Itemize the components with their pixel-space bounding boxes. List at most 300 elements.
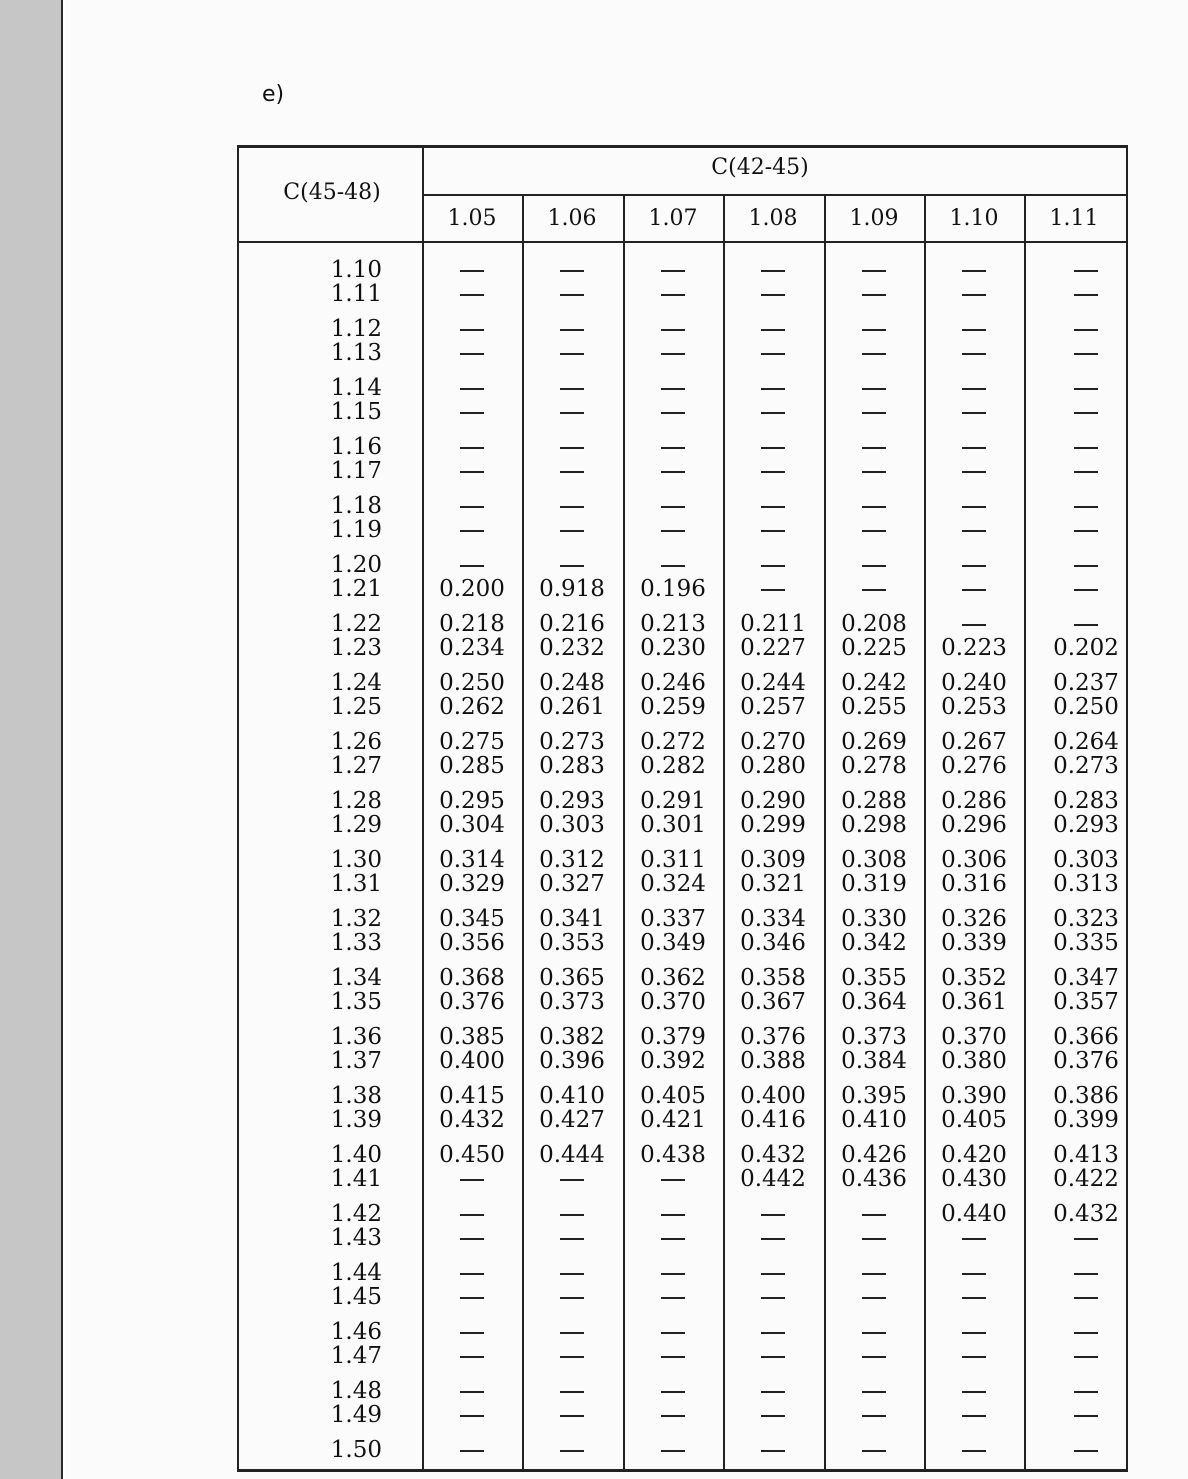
empty-cell-dash	[962, 589, 986, 591]
value-cell: 0.273	[1053, 753, 1119, 779]
value-cell: 0.370	[640, 989, 706, 1015]
empty-cell-dash	[761, 1332, 785, 1334]
value-cell: 0.330	[841, 906, 907, 932]
value-cell: 0.276	[941, 753, 1007, 779]
empty-cell-dash	[761, 1214, 785, 1216]
empty-cell-dash	[962, 412, 986, 414]
empty-cell-dash	[460, 506, 484, 508]
empty-cell-dash	[862, 353, 886, 355]
empty-cell-dash	[661, 1273, 685, 1275]
row-label: 1.25	[330, 694, 382, 720]
empty-cell-dash	[460, 565, 484, 567]
value-cell: 0.295	[439, 788, 505, 814]
value-cell: 0.416	[740, 1107, 806, 1133]
empty-cell-dash	[761, 1297, 785, 1299]
row-label: 1.48	[330, 1378, 382, 1404]
empty-cell-dash	[661, 329, 685, 331]
value-cell: 0.365	[539, 965, 605, 991]
empty-cell-dash	[962, 353, 986, 355]
empty-cell-dash	[1074, 1297, 1098, 1299]
value-cell: 0.341	[539, 906, 605, 932]
value-cell: 0.290	[740, 788, 806, 814]
value-cell: 0.264	[1053, 729, 1119, 755]
value-cell: 0.436	[841, 1166, 907, 1192]
value-cell: 0.267	[941, 729, 1007, 755]
empty-cell-dash	[862, 1356, 886, 1358]
value-cell: 0.285	[439, 753, 505, 779]
empty-cell-dash	[661, 506, 685, 508]
row-label: 1.43	[330, 1225, 382, 1251]
empty-cell-dash	[962, 1238, 986, 1240]
value-cell: 0.326	[941, 906, 1007, 932]
empty-cell-dash	[460, 1273, 484, 1275]
empty-cell-dash	[1074, 447, 1098, 449]
row-label: 1.16	[330, 434, 382, 460]
row-label: 1.50	[330, 1437, 382, 1463]
empty-cell-dash	[862, 1238, 886, 1240]
value-cell: 0.286	[941, 788, 1007, 814]
empty-cell-dash	[560, 1450, 584, 1452]
value-cell: 0.347	[1053, 965, 1119, 991]
empty-cell-dash	[862, 329, 886, 331]
empty-cell-dash	[560, 506, 584, 508]
empty-cell-dash	[460, 1179, 484, 1181]
empty-cell-dash	[862, 1332, 886, 1334]
empty-cell-dash	[460, 294, 484, 296]
value-cell: 0.323	[1053, 906, 1119, 932]
empty-cell-dash	[1074, 1391, 1098, 1393]
column-group-header: C(42-45)	[711, 155, 809, 180]
value-cell: 0.366	[1053, 1024, 1119, 1050]
empty-cell-dash	[761, 1356, 785, 1358]
column-header: 1.05	[447, 206, 497, 231]
empty-cell-dash	[460, 412, 484, 414]
value-cell: 0.427	[539, 1107, 605, 1133]
empty-cell-dash	[761, 589, 785, 591]
value-cell: 0.282	[640, 753, 706, 779]
value-cell: 0.368	[439, 965, 505, 991]
empty-cell-dash	[661, 1238, 685, 1240]
row-label: 1.15	[330, 399, 382, 425]
value-cell: 0.273	[539, 729, 605, 755]
row-axis-header: C(45-48)	[283, 180, 381, 205]
column-divider	[1024, 196, 1026, 1470]
value-cell: 0.395	[841, 1083, 907, 1109]
value-cell: 0.270	[740, 729, 806, 755]
value-cell: 0.319	[841, 871, 907, 897]
empty-cell-dash	[661, 530, 685, 532]
empty-cell-dash	[661, 471, 685, 473]
empty-cell-dash	[1074, 329, 1098, 331]
empty-cell-dash	[460, 530, 484, 532]
row-label: 1.45	[330, 1284, 382, 1310]
empty-cell-dash	[962, 471, 986, 473]
empty-cell-dash	[962, 506, 986, 508]
empty-cell-dash	[560, 1179, 584, 1181]
empty-cell-dash	[862, 1450, 886, 1452]
empty-cell-dash	[661, 353, 685, 355]
empty-cell-dash	[962, 270, 986, 272]
empty-cell-dash	[761, 1238, 785, 1240]
value-cell: 0.240	[941, 670, 1007, 696]
header-bottom-rule	[239, 241, 1126, 243]
value-cell: 0.349	[640, 930, 706, 956]
value-cell: 0.218	[439, 611, 505, 637]
empty-cell-dash	[1074, 1238, 1098, 1240]
empty-cell-dash	[962, 1297, 986, 1299]
value-cell: 0.376	[439, 989, 505, 1015]
empty-cell-dash	[1074, 270, 1098, 272]
empty-cell-dash	[862, 1391, 886, 1393]
empty-cell-dash	[560, 270, 584, 272]
row-label: 1.40	[330, 1142, 382, 1168]
empty-cell-dash	[1074, 1332, 1098, 1334]
value-cell: 0.230	[640, 635, 706, 661]
row-label: 1.11	[330, 281, 382, 307]
value-cell: 0.316	[941, 871, 1007, 897]
value-cell: 0.400	[439, 1048, 505, 1074]
empty-cell-dash	[761, 506, 785, 508]
empty-cell-dash	[761, 447, 785, 449]
value-cell: 0.376	[740, 1024, 806, 1050]
empty-cell-dash	[862, 294, 886, 296]
value-cell: 0.288	[841, 788, 907, 814]
value-cell: 0.918	[539, 576, 605, 602]
empty-cell-dash	[1074, 353, 1098, 355]
empty-cell-dash	[460, 1391, 484, 1393]
value-cell: 0.211	[740, 611, 806, 637]
empty-cell-dash	[862, 471, 886, 473]
row-label: 1.30	[330, 847, 382, 873]
empty-cell-dash	[862, 506, 886, 508]
value-cell: 0.342	[841, 930, 907, 956]
value-cell: 0.227	[740, 635, 806, 661]
empty-cell-dash	[962, 1273, 986, 1275]
empty-cell-dash	[962, 1332, 986, 1334]
empty-cell-dash	[560, 1332, 584, 1334]
value-cell: 0.272	[640, 729, 706, 755]
row-label: 1.22	[330, 611, 382, 637]
row-label: 1.36	[330, 1024, 382, 1050]
row-label: 1.39	[330, 1107, 382, 1133]
value-cell: 0.280	[740, 753, 806, 779]
empty-cell-dash	[560, 388, 584, 390]
value-cell: 0.301	[640, 812, 706, 838]
value-cell: 0.306	[941, 847, 1007, 873]
value-cell: 0.304	[439, 812, 505, 838]
row-label: 1.27	[330, 753, 382, 779]
row-label: 1.13	[330, 340, 382, 366]
value-cell: 0.364	[841, 989, 907, 1015]
value-cell: 0.202	[1053, 635, 1119, 661]
value-cell: 0.339	[941, 930, 1007, 956]
value-cell: 0.370	[941, 1024, 1007, 1050]
value-cell: 0.275	[439, 729, 505, 755]
row-label: 1.29	[330, 812, 382, 838]
value-cell: 0.321	[740, 871, 806, 897]
empty-cell-dash	[862, 270, 886, 272]
empty-cell-dash	[560, 471, 584, 473]
empty-cell-dash	[661, 1214, 685, 1216]
empty-cell-dash	[661, 294, 685, 296]
empty-cell-dash	[1074, 294, 1098, 296]
row-label: 1.26	[330, 729, 382, 755]
row-label: 1.34	[330, 965, 382, 991]
side-strip	[0, 0, 63, 1479]
value-cell: 0.283	[539, 753, 605, 779]
row-label: 1.18	[330, 493, 382, 519]
empty-cell-dash	[761, 270, 785, 272]
value-cell: 0.410	[841, 1107, 907, 1133]
row-label: 1.44	[330, 1260, 382, 1286]
value-cell: 0.444	[539, 1142, 605, 1168]
value-cell: 0.223	[941, 635, 1007, 661]
empty-cell-dash	[560, 530, 584, 532]
empty-cell-dash	[560, 353, 584, 355]
value-cell: 0.237	[1053, 670, 1119, 696]
value-cell: 0.386	[1053, 1083, 1119, 1109]
empty-cell-dash	[460, 1415, 484, 1417]
value-cell: 0.291	[640, 788, 706, 814]
value-cell: 0.255	[841, 694, 907, 720]
row-label: 1.32	[330, 906, 382, 932]
value-cell: 0.422	[1053, 1166, 1119, 1192]
empty-cell-dash	[460, 1332, 484, 1334]
value-cell: 0.405	[941, 1107, 1007, 1133]
value-cell: 0.299	[740, 812, 806, 838]
empty-cell-dash	[862, 412, 886, 414]
empty-cell-dash	[1074, 471, 1098, 473]
empty-cell-dash	[1074, 1450, 1098, 1452]
value-cell: 0.313	[1053, 871, 1119, 897]
value-cell: 0.253	[941, 694, 1007, 720]
value-cell: 0.308	[841, 847, 907, 873]
value-cell: 0.329	[439, 871, 505, 897]
empty-cell-dash	[560, 1214, 584, 1216]
value-cell: 0.361	[941, 989, 1007, 1015]
value-cell: 0.250	[439, 670, 505, 696]
value-cell: 0.442	[740, 1166, 806, 1192]
empty-cell-dash	[1074, 530, 1098, 532]
row-label: 1.37	[330, 1048, 382, 1074]
row-label: 1.35	[330, 989, 382, 1015]
empty-cell-dash	[460, 447, 484, 449]
empty-cell-dash	[560, 412, 584, 414]
column-header: 1.08	[748, 206, 798, 231]
value-cell: 0.430	[941, 1166, 1007, 1192]
empty-cell-dash	[962, 1356, 986, 1358]
row-label: 1.17	[330, 458, 382, 484]
column-header: 1.09	[849, 206, 899, 231]
value-cell: 0.312	[539, 847, 605, 873]
row-label: 1.38	[330, 1083, 382, 1109]
row-label: 1.14	[330, 375, 382, 401]
value-cell: 0.311	[640, 847, 706, 873]
value-cell: 0.298	[841, 812, 907, 838]
empty-cell-dash	[560, 294, 584, 296]
value-cell: 0.303	[539, 812, 605, 838]
value-cell: 0.413	[1053, 1142, 1119, 1168]
empty-cell-dash	[962, 1415, 986, 1417]
value-cell: 0.373	[539, 989, 605, 1015]
column-header: 1.11	[1049, 206, 1099, 231]
empty-cell-dash	[460, 1238, 484, 1240]
empty-cell-dash	[761, 329, 785, 331]
value-cell: 0.410	[539, 1083, 605, 1109]
empty-cell-dash	[460, 1297, 484, 1299]
value-cell: 0.358	[740, 965, 806, 991]
empty-cell-dash	[661, 1391, 685, 1393]
empty-cell-dash	[460, 1214, 484, 1216]
value-cell: 0.438	[640, 1142, 706, 1168]
value-cell: 0.324	[640, 871, 706, 897]
empty-cell-dash	[661, 565, 685, 567]
row-label: 1.41	[330, 1166, 382, 1192]
value-cell: 0.367	[740, 989, 806, 1015]
empty-cell-dash	[761, 294, 785, 296]
empty-cell-dash	[560, 565, 584, 567]
empty-cell-dash	[761, 565, 785, 567]
row-label: 1.47	[330, 1343, 382, 1369]
empty-cell-dash	[560, 1415, 584, 1417]
value-cell: 0.432	[439, 1107, 505, 1133]
value-cell: 0.296	[941, 812, 1007, 838]
empty-cell-dash	[962, 329, 986, 331]
value-cell: 0.432	[740, 1142, 806, 1168]
value-cell: 0.283	[1053, 788, 1119, 814]
value-cell: 0.420	[941, 1142, 1007, 1168]
value-cell: 0.337	[640, 906, 706, 932]
empty-cell-dash	[761, 1450, 785, 1452]
empty-cell-dash	[1074, 565, 1098, 567]
empty-cell-dash	[560, 447, 584, 449]
row-label: 1.21	[330, 576, 382, 602]
row-label: 1.10	[330, 257, 382, 283]
empty-cell-dash	[661, 447, 685, 449]
value-cell: 0.262	[439, 694, 505, 720]
value-cell: 0.314	[439, 847, 505, 873]
value-cell: 0.232	[539, 635, 605, 661]
value-cell: 0.390	[941, 1083, 1007, 1109]
empty-cell-dash	[460, 329, 484, 331]
value-cell: 0.384	[841, 1048, 907, 1074]
empty-cell-dash	[460, 1450, 484, 1452]
value-cell: 0.399	[1053, 1107, 1119, 1133]
empty-cell-dash	[460, 471, 484, 473]
empty-cell-dash	[862, 565, 886, 567]
value-cell: 0.225	[841, 635, 907, 661]
value-cell: 0.396	[539, 1048, 605, 1074]
section-label: e)	[262, 82, 285, 107]
empty-cell-dash	[460, 353, 484, 355]
value-cell: 0.376	[1053, 1048, 1119, 1074]
empty-cell-dash	[862, 388, 886, 390]
empty-cell-dash	[962, 565, 986, 567]
value-cell: 0.335	[1053, 930, 1119, 956]
value-cell: 0.261	[539, 694, 605, 720]
value-cell: 0.426	[841, 1142, 907, 1168]
value-cell: 0.248	[539, 670, 605, 696]
empty-cell-dash	[1074, 624, 1098, 626]
row-label: 1.33	[330, 930, 382, 956]
empty-cell-dash	[1074, 589, 1098, 591]
value-cell: 0.250	[1053, 694, 1119, 720]
row-label: 1.19	[330, 517, 382, 543]
value-cell: 0.234	[439, 635, 505, 661]
empty-cell-dash	[661, 1450, 685, 1452]
value-cell: 0.278	[841, 753, 907, 779]
value-cell: 0.379	[640, 1024, 706, 1050]
empty-cell-dash	[761, 1273, 785, 1275]
value-cell: 0.355	[841, 965, 907, 991]
value-cell: 0.244	[740, 670, 806, 696]
empty-cell-dash	[560, 329, 584, 331]
empty-cell-dash	[661, 1332, 685, 1334]
value-cell: 0.385	[439, 1024, 505, 1050]
empty-cell-dash	[661, 1179, 685, 1181]
empty-cell-dash	[962, 294, 986, 296]
empty-cell-dash	[761, 1415, 785, 1417]
empty-cell-dash	[862, 1214, 886, 1216]
empty-cell-dash	[661, 270, 685, 272]
empty-cell-dash	[1074, 1356, 1098, 1358]
empty-cell-dash	[1074, 1273, 1098, 1275]
empty-cell-dash	[862, 1273, 886, 1275]
value-cell: 0.259	[640, 694, 706, 720]
empty-cell-dash	[661, 1356, 685, 1358]
value-cell: 0.388	[740, 1048, 806, 1074]
empty-cell-dash	[1074, 412, 1098, 414]
empty-cell-dash	[962, 530, 986, 532]
value-cell: 0.356	[439, 930, 505, 956]
value-cell: 0.246	[640, 670, 706, 696]
empty-cell-dash	[661, 412, 685, 414]
empty-cell-dash	[862, 1297, 886, 1299]
value-cell: 0.242	[841, 670, 907, 696]
row-label: 1.46	[330, 1319, 382, 1345]
row-label: 1.12	[330, 316, 382, 342]
empty-cell-dash	[862, 589, 886, 591]
column-header: 1.07	[648, 206, 698, 231]
value-cell: 0.382	[539, 1024, 605, 1050]
empty-cell-dash	[962, 624, 986, 626]
value-cell: 0.293	[1053, 812, 1119, 838]
row-label: 1.23	[330, 635, 382, 661]
value-cell: 0.334	[740, 906, 806, 932]
empty-cell-dash	[761, 530, 785, 532]
value-cell: 0.362	[640, 965, 706, 991]
empty-cell-dash	[560, 1273, 584, 1275]
row-label: 1.31	[330, 871, 382, 897]
empty-cell-dash	[962, 1450, 986, 1452]
value-cell: 0.440	[941, 1201, 1007, 1227]
value-cell: 0.392	[640, 1048, 706, 1074]
value-cell: 0.421	[640, 1107, 706, 1133]
row-label: 1.24	[330, 670, 382, 696]
empty-cell-dash	[761, 412, 785, 414]
value-cell: 0.415	[439, 1083, 505, 1109]
value-cell: 0.353	[539, 930, 605, 956]
value-cell: 0.373	[841, 1024, 907, 1050]
empty-cell-dash	[761, 471, 785, 473]
empty-cell-dash	[560, 1238, 584, 1240]
empty-cell-dash	[962, 447, 986, 449]
value-cell: 0.309	[740, 847, 806, 873]
value-cell: 0.432	[1053, 1201, 1119, 1227]
value-cell: 0.196	[640, 576, 706, 602]
empty-cell-dash	[761, 1391, 785, 1393]
empty-cell-dash	[862, 530, 886, 532]
